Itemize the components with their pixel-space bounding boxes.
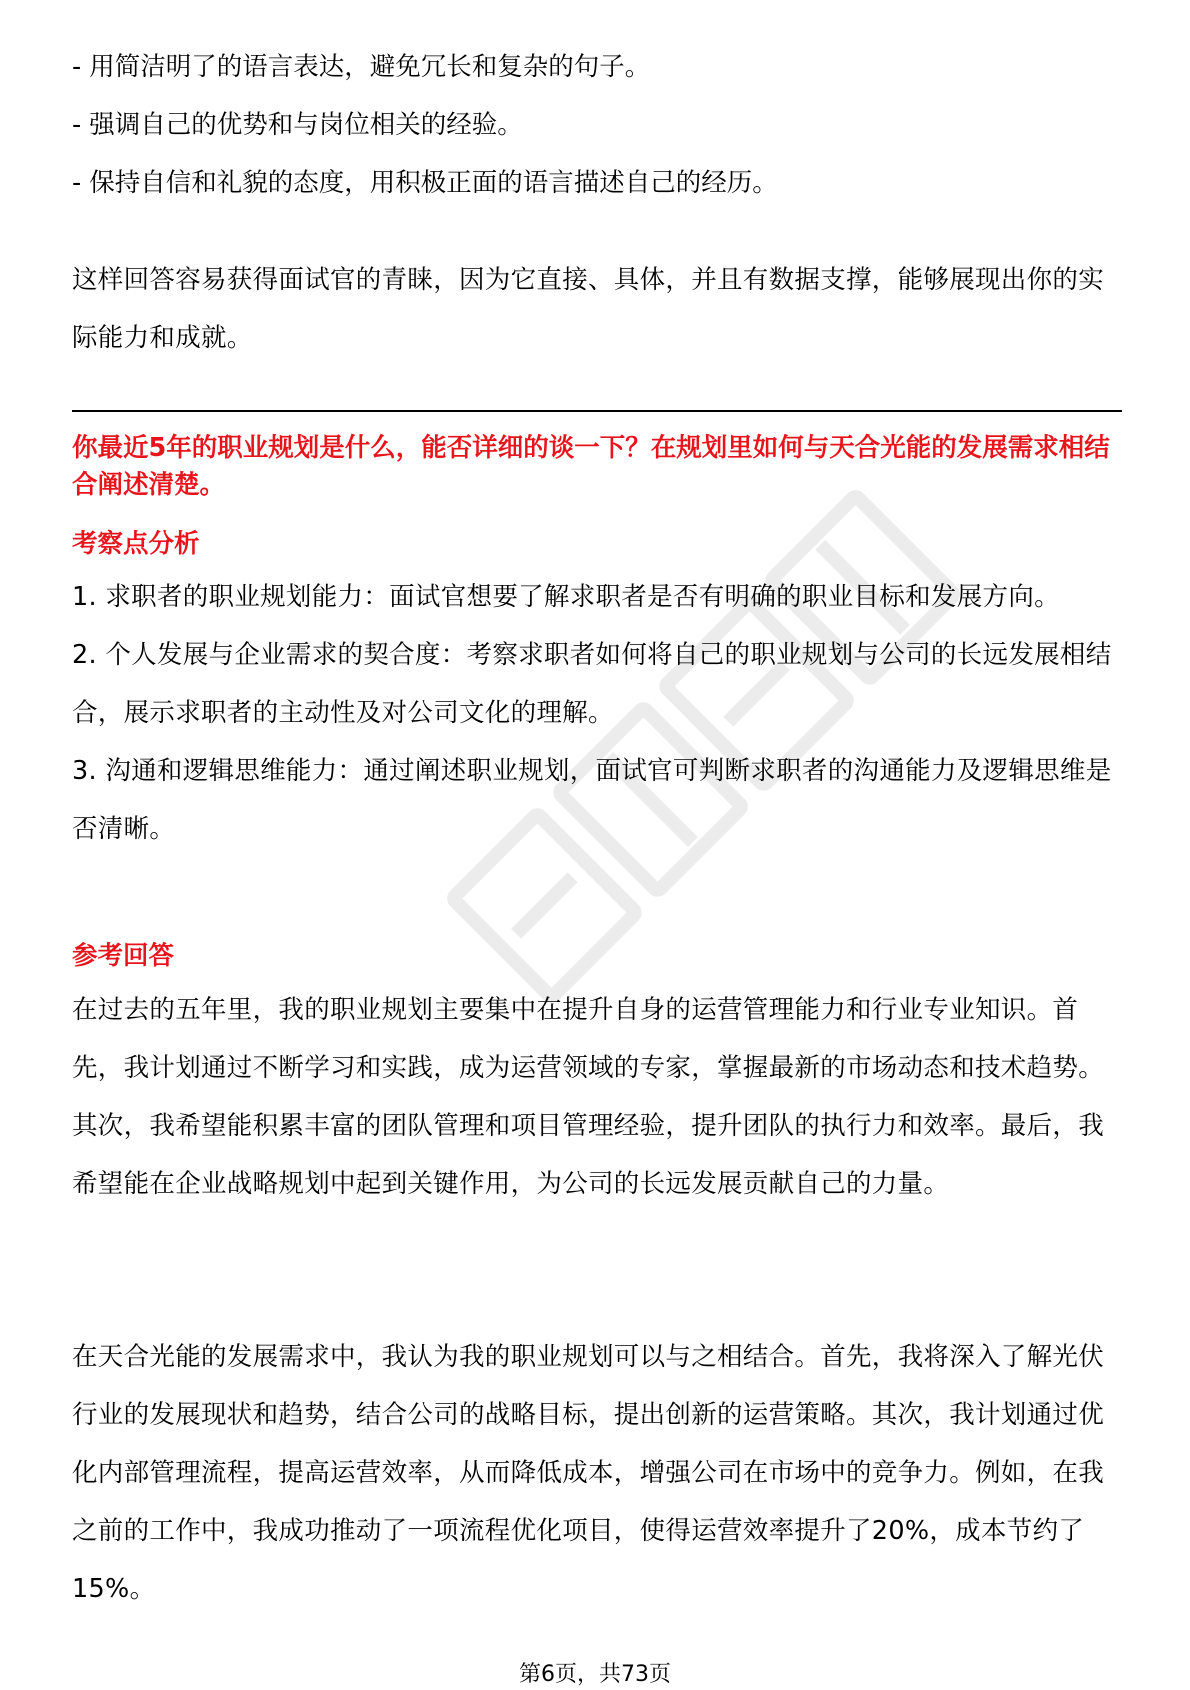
tip-item: - 保持自信和礼貌的态度，用积极正面的语言描述自己的经历。 [72, 168, 778, 198]
section-divider [72, 410, 1122, 412]
analysis-point: 2. 个人发展与企业需求的契合度：考察求职者如何将自己的职业规划与公司的长远发展相结合，展示求职者的主动性及对公司文化的理解。 [72, 640, 1112, 728]
answer-paragraph: 在天合光能的发展需求中，我认为我的职业规划可以与之相结合。首先，我将深入了解光伏行业的发展现状和趋势，结合公司的战略目标，提出创新的运营策略。其次，我计划通过优化内部管理流程，提高运营效率，从而降低成本，增强公司在市场中的竞争力。例如，在我之前的工作中，我成功推动了一项流程优化项目，使得运营效率提升了20%，成本节约了15%。 [72, 1342, 1105, 1604]
summary-paragraph: 这样回答容易获得面试官的青睐，因为它直接、具体，并且有数据支撑，能够展现出你的实际能力和成就。 [72, 265, 1105, 353]
analysis-point: 3. 沟通和逻辑思维能力：通过阐述职业规划，面试官可判断求职者的沟通能力及逻辑思维是否清晰。 [72, 756, 1112, 844]
answer-heading: 参考回答 [72, 941, 175, 971]
analysis-heading: 考察点分析 [72, 529, 200, 559]
analysis-point: 1. 求职者的职业规划能力：面试官想要了解求职者是否有明确的职业目标和发展方向。 [72, 582, 1060, 612]
analysis-points [72, 568, 1122, 858]
tip-item: - 用简洁明了的语言表达，避免冗长和复杂的句子。 [72, 52, 651, 82]
tips-list [72, 38, 1122, 212]
page-footer: 第6页，共73页 [519, 1662, 671, 1687]
question-heading: 你最近5年的职业规划是什么，能否详细的谈一下？在规划里如何与天合光能的发展需求相结合阐述清楚。 [72, 433, 1110, 500]
answer-paragraph: 在过去的五年里，我的职业规划主要集中在提升自身的运营管理能力和行业专业知识。首先，我计划通过不断学习和实践，成为运营领域的专家，掌握最新的市场动态和技术趋势。其次，我希望能积累丰富的团队管理和项目管理经验，提升团队的执行力和效率。最后，我希望能在企业战略规划中起到关键作用，为公司的长远发展贡献自己的力量。 [72, 995, 1105, 1199]
tip-item: - 强调自己的优势和与岗位相关的经验。 [72, 110, 523, 140]
document-page [72, 0, 1122, 1684]
